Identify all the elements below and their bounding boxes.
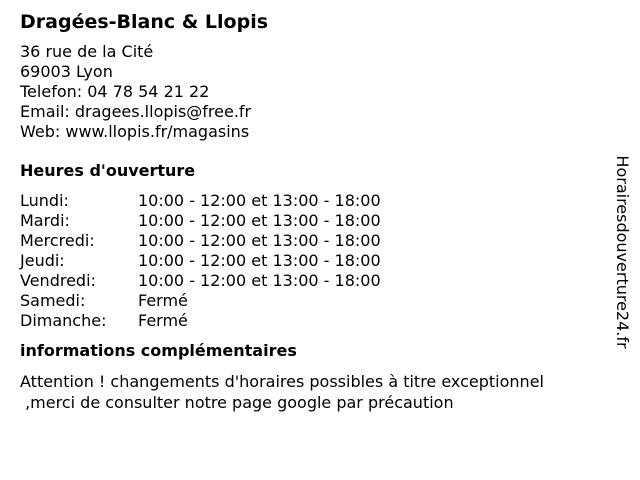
day-label: Mardi: (20, 211, 70, 230)
hours-value: 10:00 - 12:00 et 13:00 - 18:00 (138, 211, 381, 230)
hours-value: 10:00 - 12:00 et 13:00 - 18:00 (138, 231, 381, 250)
additional-info-line-1: Attention ! changements d'horaires possibles à titre exceptionnel (20, 372, 544, 391)
site-brand-vertical: Horairesdouverture24.fr (613, 155, 632, 349)
day-label: Dimanche: (20, 311, 107, 330)
email-address: Email: dragees.llopis@free.fr (20, 102, 252, 121)
day-label: Jeudi: (20, 251, 65, 270)
additional-info-heading: informations complémentaires (20, 341, 297, 360)
address-street: 36 rue de la Cité (20, 42, 154, 61)
hours-row-thursday (20, 251, 381, 271)
day-label: Lundi: (20, 191, 69, 210)
opening-hours-heading: Heures d'ouverture (20, 161, 196, 180)
contact-block (20, 42, 610, 142)
opening-hours-table (20, 191, 381, 331)
hours-row-sunday (20, 311, 381, 331)
website-url: Web: www.llopis.fr/magasins (20, 122, 250, 141)
hours-row-monday (20, 191, 381, 211)
store-name: Dragées-Blanc & Llopis (20, 11, 269, 33)
hours-value: 10:00 - 12:00 et 13:00 - 18:00 (138, 251, 381, 270)
address-city: 69003 Lyon (20, 62, 113, 81)
phone-number: Telefon: 04 78 54 21 22 (20, 82, 210, 101)
hours-value: 10:00 - 12:00 et 13:00 - 18:00 (138, 271, 381, 290)
day-label: Vendredi: (20, 271, 96, 290)
day-label: Samedi: (20, 291, 86, 310)
additional-info-line-2: ,merci de consulter notre page google par précaution (20, 393, 454, 412)
hours-value: 10:00 - 12:00 et 13:00 - 18:00 (138, 191, 381, 210)
hours-value: Fermé (138, 311, 188, 330)
day-label: Mercredi: (20, 231, 95, 250)
hours-row-friday (20, 271, 381, 291)
hours-row-wednesday (20, 231, 381, 251)
hours-row-tuesday (20, 211, 381, 231)
hours-value: Fermé (138, 291, 188, 310)
store-info-card (20, 10, 610, 413)
hours-row-saturday (20, 291, 381, 311)
